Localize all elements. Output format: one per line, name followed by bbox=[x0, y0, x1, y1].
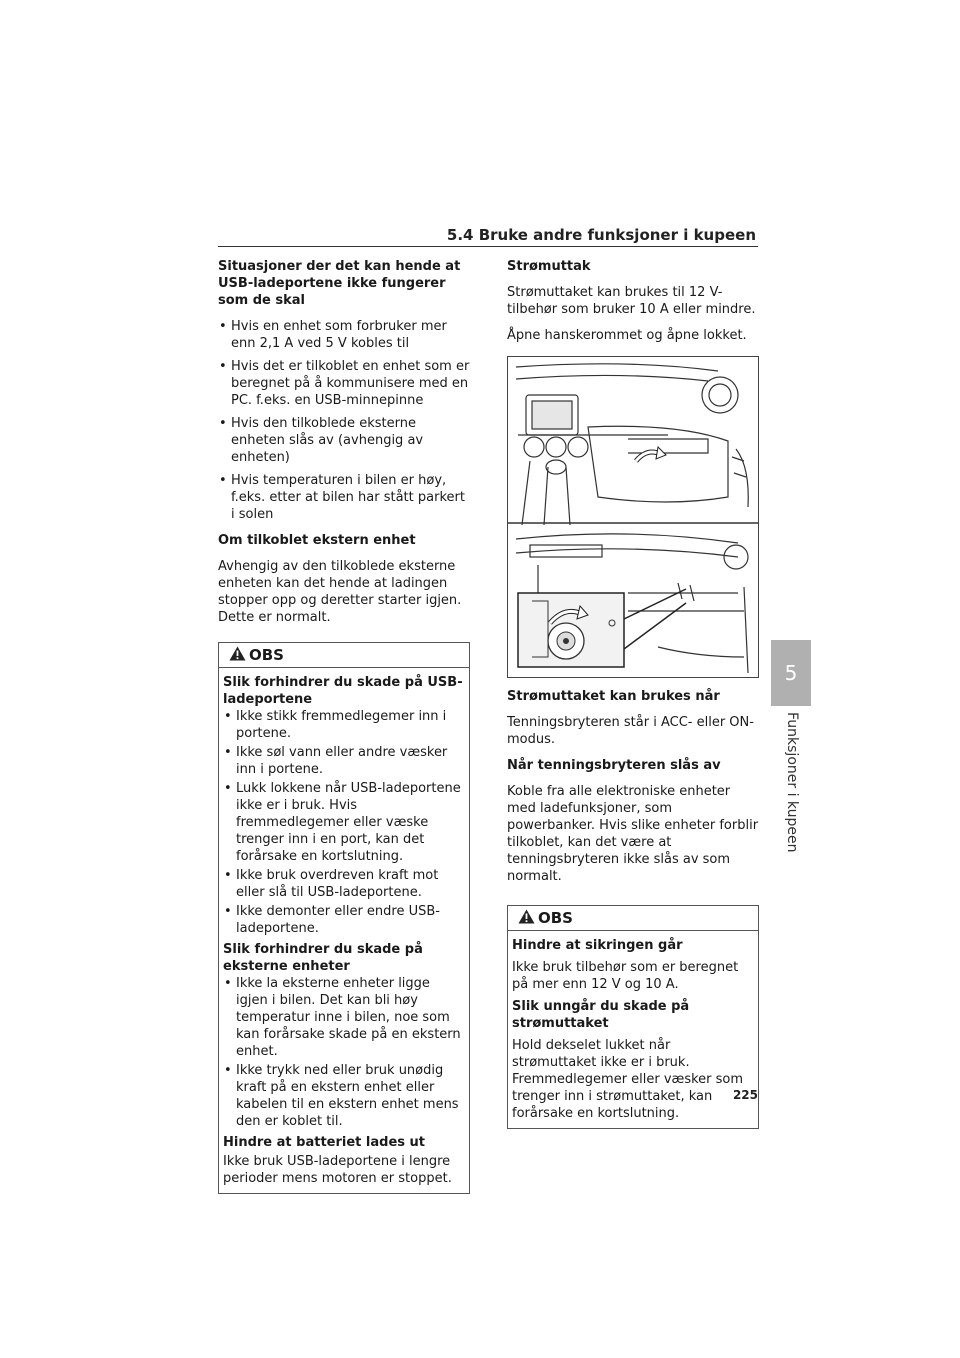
paragraph-ignition-off: Koble fra alle elektroniske enheter med ladefunksjoner, som powerbanker. Hvis slike enheter forblir tilkoblet, kan det være at tenningsbryteren ikke slås av som normalt. bbox=[507, 784, 759, 884]
obs-heading: Slik forhindrer du skade på eksterne enheter bbox=[223, 942, 423, 974]
chapter-label: Funksjoner i kupeen bbox=[784, 712, 800, 853]
obs-body bbox=[508, 931, 758, 1128]
heading-when-usable: Strømuttaket kan brukes når bbox=[507, 689, 720, 704]
paragraph-power-outlet: Strømuttaket kan brukes til 12 V-tilbehør som bruker 10 A eller mindre. bbox=[507, 285, 756, 317]
list-item: • Hvis temperaturen i bilen er høy, f.eks. etter at bilen har stått parkert i solen bbox=[218, 472, 470, 523]
power-outlet-illustration bbox=[507, 356, 759, 678]
list-item: • Hvis en enhet som forbruker mer enn 2,1 A ved 5 V kobles til bbox=[218, 318, 470, 352]
list-item: • Ikke stikk fremmedlegemer inn i portene. bbox=[223, 708, 465, 742]
obs-paragraph: Hold dekselet lukket når strømuttaket ikke er i bruk. Fremmedlegemer eller væsker som trenger inn i strømuttaket, kan forårsake en kortslutning. bbox=[512, 1038, 744, 1121]
list-item: • Hvis den tilkoblede eksterne enheten slås av (avhengig av enheten) bbox=[218, 415, 470, 466]
rotate-arrow-icon bbox=[636, 447, 666, 461]
obs-box-power-outlet bbox=[507, 905, 759, 1129]
list-item: • Ikke søl vann eller andre væsker inn i portene. bbox=[223, 744, 465, 778]
section-title: 5.4 Bruke andre funksjoner i kupeen bbox=[446, 226, 756, 244]
obs-list bbox=[223, 708, 465, 937]
obs-heading: Hindre at sikringen går bbox=[512, 938, 683, 953]
paragraph-open-glovebox: Åpne hanskerommet og åpne lokket. bbox=[507, 328, 747, 343]
page-header bbox=[218, 224, 758, 247]
obs-heading: Slik unngår du skade på strømuttaket bbox=[512, 999, 690, 1031]
obs-heading: Slik forhindrer du skade på USB-ladeportene bbox=[223, 675, 463, 707]
heading-usb-issues: Situasjoner der det kan hende at USB-ladeportene ikke fungerer som de skal bbox=[218, 259, 461, 308]
list-item: • Ikke demonter eller endre USB-ladeportene. bbox=[223, 903, 465, 937]
warning-triangle-icon bbox=[229, 646, 246, 665]
page-number: 225 bbox=[732, 1088, 758, 1102]
right-column bbox=[507, 258, 759, 1129]
paragraph-external-device: Avhengig av den tilkoblede eksterne enheten kan det hende at ladingen stopper opp og deretter starter igjen. Dette er normalt. bbox=[218, 559, 462, 625]
obs-header bbox=[508, 906, 758, 931]
obs-body bbox=[219, 668, 469, 1193]
heading-power-outlet: Strømuttak bbox=[507, 259, 591, 274]
heading-external-device: Om tilkoblet ekstern enhet bbox=[218, 533, 416, 548]
list-item: • Ikke trykk ned eller bruk unødig kraft på en ekstern enhet eller kabelen til en ekstern enhet mens den er koblet til. bbox=[223, 1062, 465, 1130]
obs-box-usb bbox=[218, 642, 470, 1194]
list-item: • Lukk lokkene når USB-ladeportene ikke er i bruk. Hvis fremmedlegemer eller væske trenger inn i en port, kan det forårsake en kortslutning. bbox=[223, 780, 465, 865]
obs-list bbox=[223, 975, 465, 1130]
obs-paragraph: Ikke bruk USB-ladeportene i lengre perioder mens motoren er stoppet. bbox=[223, 1154, 452, 1186]
list-item: • Hvis det er tilkoblet en enhet som er beregnet på å kommunisere med en PC. f.eks. en USB-minnepinne bbox=[218, 358, 470, 409]
left-column bbox=[218, 258, 470, 1194]
list-item: • Ikke la eksterne enheter ligge igjen i bilen. Det kan bli høy temperatur inne i bilen, noe som kan forårsake skade på en ekstern enhet. bbox=[223, 975, 465, 1060]
obs-title: OBS bbox=[249, 645, 284, 664]
obs-header bbox=[219, 643, 469, 668]
heading-ignition-off: Når tenningsbryteren slås av bbox=[507, 758, 721, 773]
obs-paragraph: Ikke bruk tilbehør som er beregnet på mer enn 12 V og 10 A. bbox=[512, 960, 739, 992]
obs-heading: Hindre at batteriet lades ut bbox=[223, 1135, 425, 1150]
usb-issue-list bbox=[218, 318, 470, 523]
warning-triangle-icon bbox=[518, 909, 535, 928]
obs-title: OBS bbox=[538, 908, 573, 927]
chapter-tab: 5 bbox=[771, 640, 811, 706]
paragraph-when-usable: Tenningsbryteren står i ACC- eller ON-modus. bbox=[507, 715, 754, 747]
list-item: • Ikke bruk overdreven kraft mot eller slå til USB-ladeportene. bbox=[223, 867, 465, 901]
